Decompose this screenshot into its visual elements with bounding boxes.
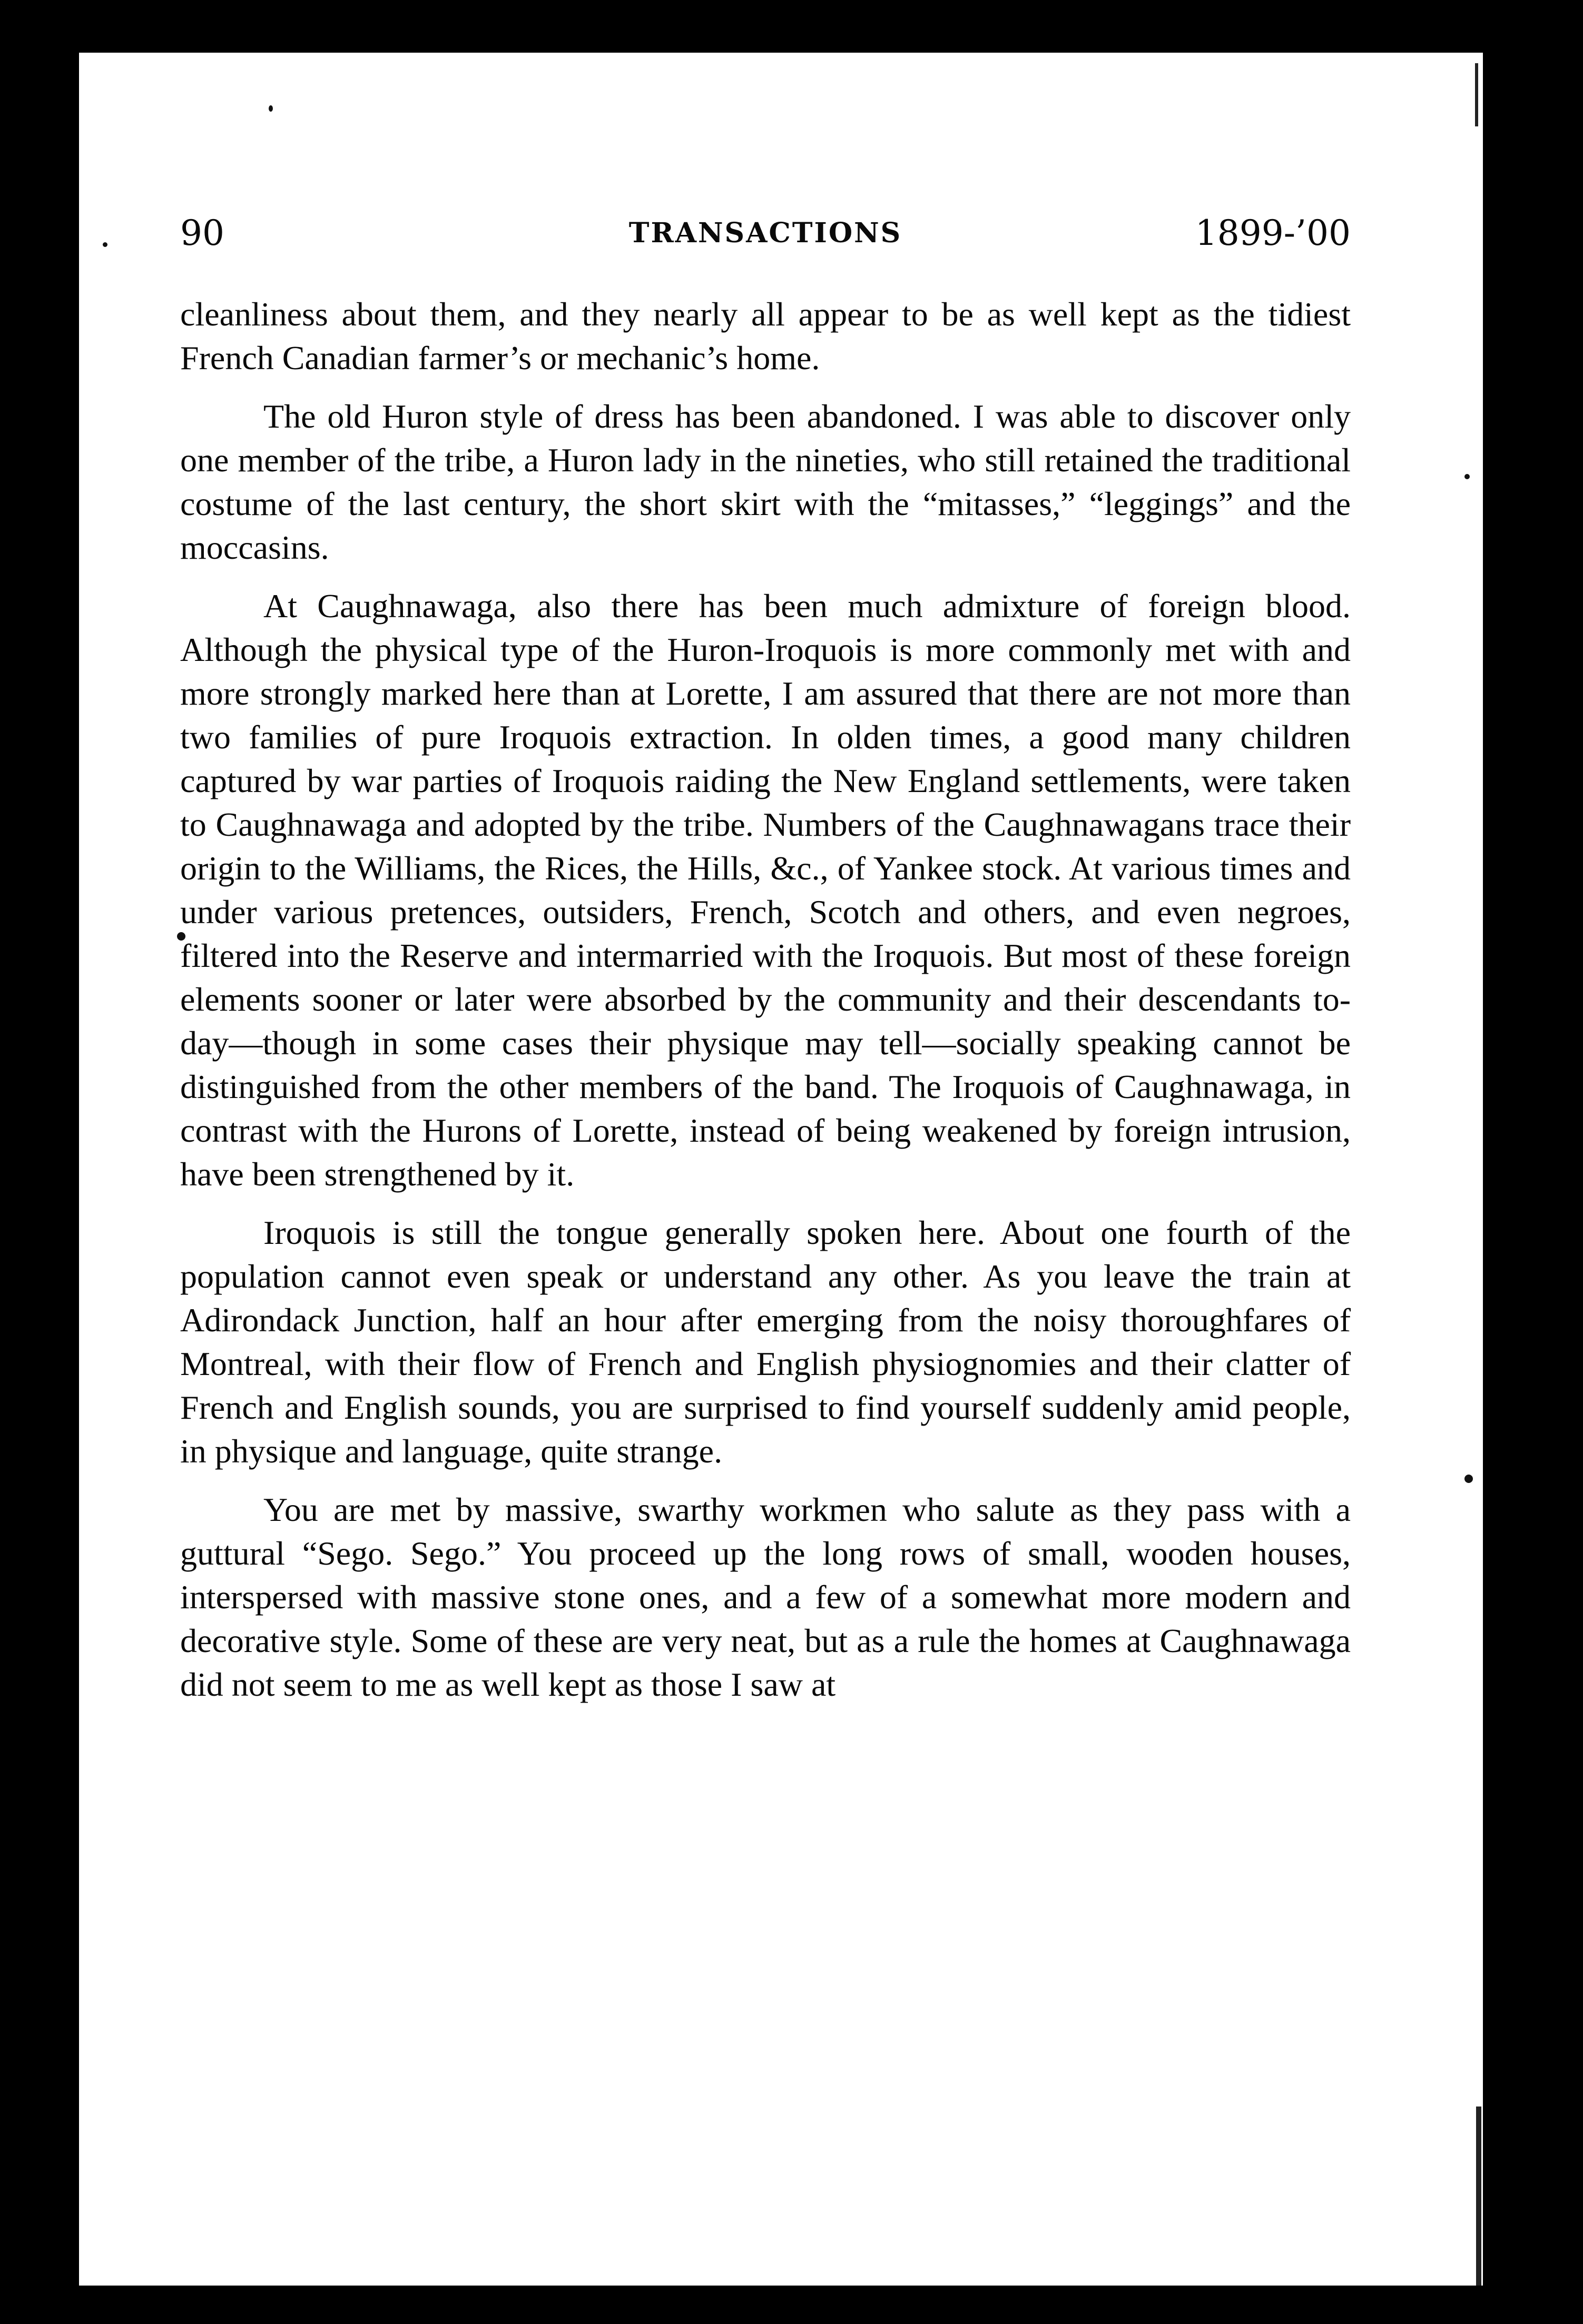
running-title: TRANSACTIONS <box>628 217 902 249</box>
session-years: 1899-’00 <box>1195 213 1351 253</box>
page-edge-mark <box>1476 2107 1481 2286</box>
page-edge-mark <box>1475 63 1478 126</box>
running-header <box>180 204 1351 262</box>
paragraph: The old Huron style of dress has been abandoned. I was able to discover only one member of the tribe, a Huron lady in the nineties, who still retained the traditional costume of the last century, the short skirt with the “mitasses,” “leggings” and the moccasins. <box>180 398 1351 566</box>
ink-speck <box>1464 474 1470 479</box>
paragraph: Iroquois is still the tongue generally spoken here. About one fourth of the population cannot even speak or understand any other. As you leave the train at Adirondack Junction, half an hour after emerging from the noisy thoroughfares of Montreal, with their flow of French and English physiognomies and their clatter of French and English sounds, you are surprised to find yourself suddenly amid people, in physique and language, quite strange. <box>180 1214 1351 1470</box>
page-number: 90 <box>180 213 224 253</box>
paragraph: cleanliness about them, and they nearly all appear to be as well kept as the tidiest French Canadian farmer’s or mechanic’s home. <box>180 295 1351 377</box>
body-text <box>180 292 1351 1721</box>
paragraph: You are met by massive, swarthy workmen who salute as they pass with a guttural “Sego. Sego.” You proceed up the long rows of small, wooden houses, interspersed with massive stone ones, and a few of a somewhat more modern and decorative style. Some of these are very neat, but as a rule the homes at Caughnawaga did not seem to me as well kept as those I saw at <box>180 1491 1351 1703</box>
ink-speck <box>103 242 107 247</box>
ink-speck <box>269 105 273 112</box>
paragraph: At Caughnawaga, also there has been much admixture of foreign blood. Although the physical type of the Huron-Iroquois is more commonly met with and more strongly marked here than at Lorette, I am assured that there are not more than two families of pure Iroquois extraction. In olden times, a good many children captured by war parties of Iroquois raiding the New England settlements, were taken to Caughnawaga and adopted by the tribe. Numbers of the Caughnawagans trace their origin to the Williams, the Rices, the Hills, &c., of Yankee stock. At various times and under various pretences, outsiders, French, Scotch and others, and even negroes, filtered into the Reserve and intermarried with the Iroquois. But most of these foreign elements sooner or later were absorbed by the community and their descendants to-day—though in some cases their physique may tell—socially speaking cannot be distinguished from the other members of the band. The Iroquois of Caughnawaga, in contrast with the Hurons of Lorette, instead of being weakened by foreign intrusion, have been strengthened by it. <box>180 587 1351 1193</box>
ink-speck <box>1464 1475 1473 1483</box>
